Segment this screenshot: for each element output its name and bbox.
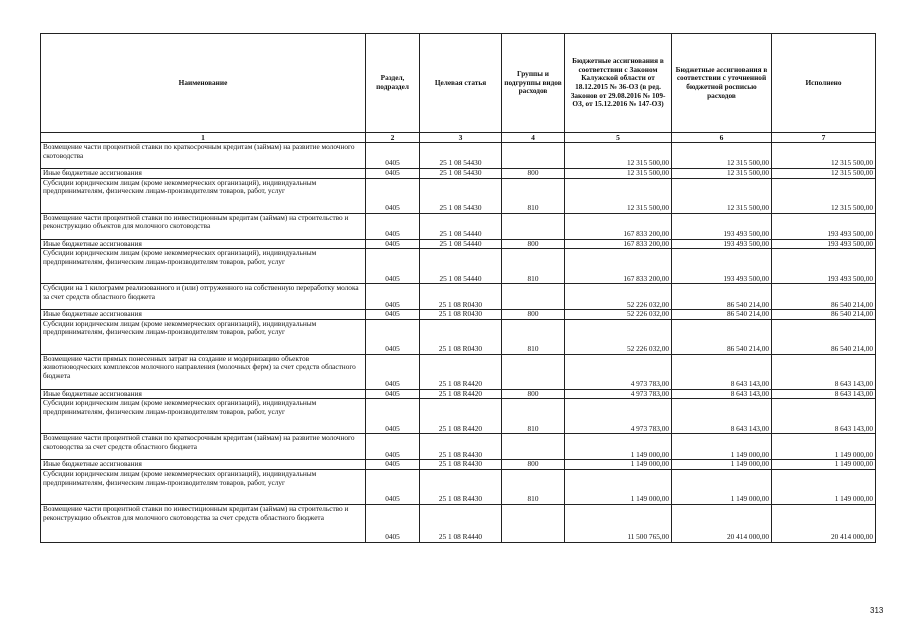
row-group: 810 [502, 399, 565, 434]
row-group: 810 [502, 178, 565, 213]
row-executed-amount: 12 315 500,00 [772, 169, 876, 179]
row-group: 800 [502, 239, 565, 249]
row-name: Иные бюджетные ассигнования [41, 460, 366, 470]
row-name: Иные бюджетные ассигнования [41, 310, 366, 320]
row-name: Субсидии юридическим лицам (кроме некоммерческих организаций), индивидуальным предпринимателям, физическим лицам-производителям товаров, работ, услуг [41, 319, 366, 354]
header-section: Раздел, подраздел [366, 34, 420, 133]
row-law-amount: 167 833 200,00 [565, 249, 672, 284]
row-law-amount: 12 315 500,00 [565, 143, 672, 169]
row-section: 0405 [366, 434, 420, 460]
budget-table [40, 33, 876, 543]
col-num: 6 [672, 133, 772, 143]
row-refined-amount: 86 540 214,00 [672, 310, 772, 320]
row-name: Субсидии на 1 килограмм реализованного и (или) отгруженного на собственную переработку молока за счет средств областного бюджета [41, 284, 366, 310]
table-row [41, 460, 876, 470]
row-section: 0405 [366, 284, 420, 310]
row-executed-amount: 20 414 000,00 [772, 504, 876, 542]
col-num: 7 [772, 133, 876, 143]
row-group [502, 504, 565, 542]
row-law-amount: 52 226 032,00 [565, 319, 672, 354]
row-law-amount: 4 973 783,00 [565, 399, 672, 434]
row-law-amount: 167 833 200,00 [565, 213, 672, 239]
row-target: 25 1 08 54430 [420, 178, 502, 213]
row-section: 0405 [366, 469, 420, 504]
row-law-amount: 4 973 783,00 [565, 354, 672, 389]
row-executed-amount: 12 315 500,00 [772, 178, 876, 213]
header-law: Бюджетные ассигнования в соответствии с Законом Калужской области от 18.12.2015 № 36-ОЗ (в ред. Законов от 29.08.2016 № 109-ОЗ, от 15.12.2016 № 147-ОЗ) [565, 34, 672, 133]
header-name: Наименование [41, 34, 366, 133]
table-row [41, 143, 876, 169]
row-name: Возмещение части прямых понесенных затрат на создание и модернизацию объектов животноводческих комплексов молочного направления (молочных ферм) за счет средств областного бюджета [41, 354, 366, 389]
row-target: 25 1 08 R4420 [420, 399, 502, 434]
row-law-amount: 11 500 765,00 [565, 504, 672, 542]
row-section: 0405 [366, 389, 420, 399]
row-target: 25 1 08 R0430 [420, 284, 502, 310]
row-group [502, 284, 565, 310]
row-executed-amount: 1 149 000,00 [772, 460, 876, 470]
row-refined-amount: 86 540 214,00 [672, 284, 772, 310]
row-group [502, 213, 565, 239]
table-row [41, 249, 876, 284]
row-executed-amount: 193 493 500,00 [772, 249, 876, 284]
row-law-amount: 1 149 000,00 [565, 434, 672, 460]
row-law-amount: 1 149 000,00 [565, 469, 672, 504]
row-refined-amount: 8 643 143,00 [672, 389, 772, 399]
row-group: 810 [502, 249, 565, 284]
row-section: 0405 [366, 310, 420, 320]
row-name: Возмещение части процентной ставки по краткосрочным кредитам (займам) на развитие молочного скотоводства за счет средств областного бюджета [41, 434, 366, 460]
row-target: 25 1 08 54440 [420, 239, 502, 249]
table-row [41, 213, 876, 239]
row-law-amount: 1 149 000,00 [565, 460, 672, 470]
row-section: 0405 [366, 178, 420, 213]
row-executed-amount: 8 643 143,00 [772, 389, 876, 399]
col-num: 1 [41, 133, 366, 143]
row-executed-amount: 12 315 500,00 [772, 143, 876, 169]
row-name: Возмещение части процентной ставки по инвестиционным кредитам (займам) на строительство и реконструкцию объектов для молочного скотоводства за счет средств областного бюджета [41, 504, 366, 542]
row-section: 0405 [366, 504, 420, 542]
row-refined-amount: 20 414 000,00 [672, 504, 772, 542]
row-executed-amount: 1 149 000,00 [772, 434, 876, 460]
page-number: 313 [870, 606, 884, 615]
table-row [41, 169, 876, 179]
row-law-amount: 4 973 783,00 [565, 389, 672, 399]
table-row [41, 354, 876, 389]
row-section: 0405 [366, 249, 420, 284]
table-row [41, 284, 876, 310]
row-refined-amount: 8 643 143,00 [672, 354, 772, 389]
row-refined-amount: 193 493 500,00 [672, 213, 772, 239]
col-num: 3 [420, 133, 502, 143]
header-executed: Исполнено [772, 34, 876, 133]
table-row [41, 434, 876, 460]
row-target: 25 1 08 R4430 [420, 434, 502, 460]
row-executed-amount: 193 493 500,00 [772, 213, 876, 239]
header-refined: Бюджетные ассигнования в соответствии с уточненной бюджетной росписью расходов [672, 34, 772, 133]
table-row [41, 310, 876, 320]
row-group: 800 [502, 169, 565, 179]
row-group: 800 [502, 310, 565, 320]
row-target: 25 1 08 54430 [420, 169, 502, 179]
row-law-amount: 52 226 032,00 [565, 284, 672, 310]
row-target: 25 1 08 R4420 [420, 354, 502, 389]
row-section: 0405 [366, 143, 420, 169]
row-executed-amount: 1 149 000,00 [772, 469, 876, 504]
row-section: 0405 [366, 319, 420, 354]
table-row [41, 319, 876, 354]
row-target: 25 1 08 54430 [420, 143, 502, 169]
table-row [41, 469, 876, 504]
header-group: Группы и подгруппы видов расходов [502, 34, 565, 133]
col-num: 4 [502, 133, 565, 143]
row-group: 810 [502, 469, 565, 504]
row-target: 25 1 08 54440 [420, 213, 502, 239]
row-name: Возмещение части процентной ставки по инвестиционным кредитам (займам) на строительство и реконструкцию объектов для молочного скотоводства [41, 213, 366, 239]
row-target: 25 1 08 R4430 [420, 469, 502, 504]
row-refined-amount: 1 149 000,00 [672, 460, 772, 470]
row-name: Субсидии юридическим лицам (кроме некоммерческих организаций), индивидуальным предпринимателям, физическим лицам-производителям товаров, работ, услуг [41, 469, 366, 504]
column-number-row [41, 133, 876, 143]
row-refined-amount: 12 315 500,00 [672, 169, 772, 179]
row-name: Субсидии юридическим лицам (кроме некоммерческих организаций), индивидуальным предпринимателям, физическим лицам-производителям товаров, работ, услуг [41, 399, 366, 434]
row-target: 25 1 08 R4430 [420, 460, 502, 470]
row-group: 800 [502, 460, 565, 470]
table-row [41, 239, 876, 249]
row-target: 25 1 08 R0430 [420, 319, 502, 354]
row-group: 810 [502, 319, 565, 354]
row-executed-amount: 193 493 500,00 [772, 239, 876, 249]
row-refined-amount: 8 643 143,00 [672, 399, 772, 434]
row-name: Иные бюджетные ассигнования [41, 169, 366, 179]
row-target: 25 1 08 R0430 [420, 310, 502, 320]
row-section: 0405 [366, 169, 420, 179]
row-refined-amount: 12 315 500,00 [672, 143, 772, 169]
row-name: Возмещение части процентной ставки по краткосрочным кредитам (займам) на развитие молочного скотоводства [41, 143, 366, 169]
row-name: Субсидии юридическим лицам (кроме некоммерческих организаций), индивидуальным предпринимателям, физическим лицам-производителям товаров, работ, услуг [41, 178, 366, 213]
row-group: 800 [502, 389, 565, 399]
header-row [41, 34, 876, 133]
row-law-amount: 12 315 500,00 [565, 178, 672, 213]
row-refined-amount: 193 493 500,00 [672, 249, 772, 284]
row-section: 0405 [366, 239, 420, 249]
row-target: 25 1 08 R4440 [420, 504, 502, 542]
row-law-amount: 167 833 200,00 [565, 239, 672, 249]
row-name: Субсидии юридическим лицам (кроме некоммерческих организаций), индивидуальным предпринимателям, физическим лицам-производителям товаров, работ, услуг [41, 249, 366, 284]
row-section: 0405 [366, 213, 420, 239]
table-row [41, 389, 876, 399]
col-num: 2 [366, 133, 420, 143]
table-row [41, 178, 876, 213]
row-group [502, 143, 565, 169]
row-law-amount: 12 315 500,00 [565, 169, 672, 179]
table-row [41, 399, 876, 434]
row-refined-amount: 12 315 500,00 [672, 178, 772, 213]
row-section: 0405 [366, 354, 420, 389]
row-refined-amount: 1 149 000,00 [672, 469, 772, 504]
row-executed-amount: 86 540 214,00 [772, 310, 876, 320]
row-name: Иные бюджетные ассигнования [41, 239, 366, 249]
row-executed-amount: 8 643 143,00 [772, 354, 876, 389]
row-group [502, 354, 565, 389]
row-name: Иные бюджетные ассигнования [41, 389, 366, 399]
col-num: 5 [565, 133, 672, 143]
row-law-amount: 52 226 032,00 [565, 310, 672, 320]
row-refined-amount: 1 149 000,00 [672, 434, 772, 460]
table-body [41, 143, 876, 543]
table-row [41, 504, 876, 542]
row-group [502, 434, 565, 460]
row-executed-amount: 8 643 143,00 [772, 399, 876, 434]
row-section: 0405 [366, 399, 420, 434]
row-executed-amount: 86 540 214,00 [772, 284, 876, 310]
row-target: 25 1 08 54440 [420, 249, 502, 284]
row-section: 0405 [366, 460, 420, 470]
row-refined-amount: 193 493 500,00 [672, 239, 772, 249]
header-target: Целевая статья [420, 34, 502, 133]
row-refined-amount: 86 540 214,00 [672, 319, 772, 354]
row-executed-amount: 86 540 214,00 [772, 319, 876, 354]
row-target: 25 1 08 R4420 [420, 389, 502, 399]
